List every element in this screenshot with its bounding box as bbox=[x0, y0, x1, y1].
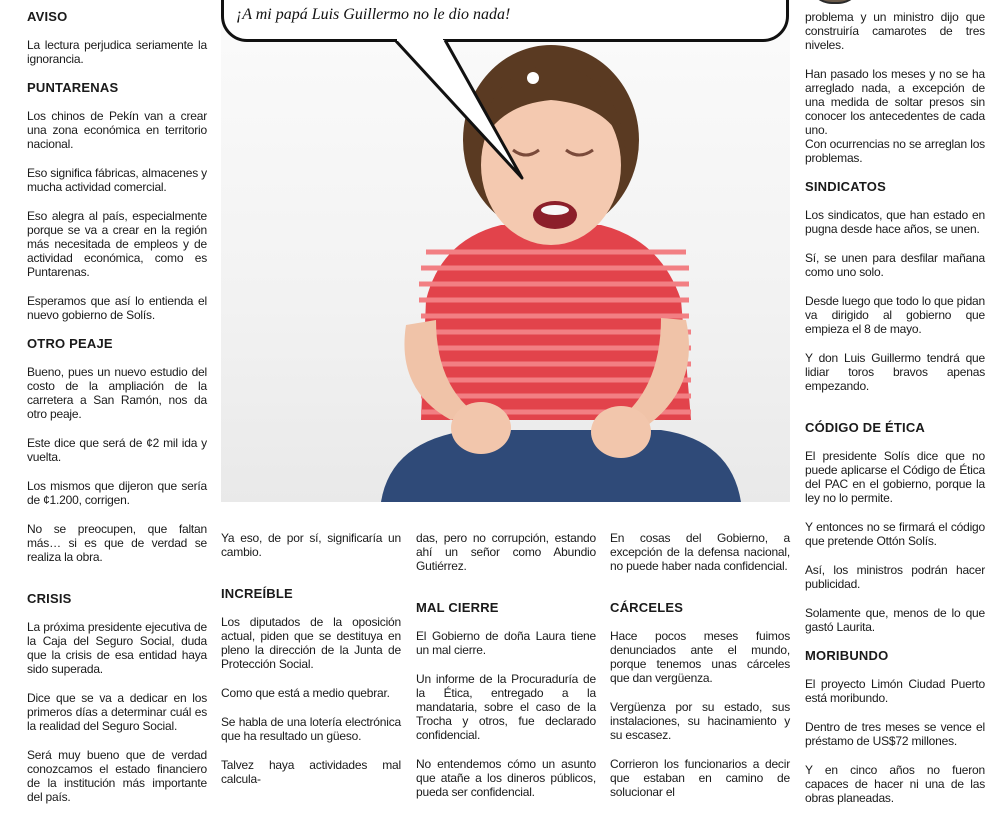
section-title-crisis: CRISIS bbox=[27, 591, 72, 606]
column-3 bbox=[416, 531, 596, 814]
paragraph: Solamente que, menos de lo que gastó Laurita. bbox=[805, 606, 985, 634]
child-illustration bbox=[221, 0, 790, 502]
column-4 bbox=[610, 531, 790, 814]
paragraph: Hace pocos meses fuimos denunciados ante el mundo, porque tenemos unas cárceles que dan vergüenza. bbox=[610, 629, 790, 685]
section-title-sindicatos: SINDICATOS bbox=[805, 179, 886, 194]
paragraph: La próxima presidente ejecutiva de la Caja del Seguro Social, duda que la crisis de esa entidad haya sido superada. bbox=[27, 620, 207, 676]
columnist-thumbnail bbox=[808, 0, 862, 4]
section-title-carceles: CÁRCELES bbox=[610, 600, 684, 615]
paragraph: Vergüenza por su estado, sus instalaciones, su hacinamiento y su escasez. bbox=[610, 700, 790, 742]
section-title-puntarenas: PUNTARENAS bbox=[27, 80, 119, 95]
paragraph: No se preocupen, que faltan más… si es que de verdad se realiza la obra. bbox=[27, 522, 207, 564]
paragraph: problema y un ministro dijo que construiría camarotes de tres niveles. bbox=[805, 10, 985, 52]
paragraph: Desde luego que todo lo que pidan va dirigido al gobierno que empieza el 8 de mayo. bbox=[805, 294, 985, 336]
section-title-otro-peaje: OTRO PEAJE bbox=[27, 336, 113, 351]
paragraph: El proyecto Limón Ciudad Puerto está moribundo. bbox=[805, 677, 985, 705]
speech-bubble-text: ¡A mi papá Luis Guillermo no le dio nada! bbox=[236, 6, 511, 23]
paragraph: Dentro de tres meses se vence el préstamo de US$72 millones. bbox=[805, 720, 985, 748]
paragraph: Talvez haya actividades mal calcula- bbox=[221, 758, 401, 786]
paragraph: Los chinos de Pekín van a crear una zona económica en territorio nacional. bbox=[27, 109, 207, 151]
column-2 bbox=[221, 531, 401, 801]
paragraph: Eso alegra al país, especialmente porque se va a crear en la región más necesitada de empleos y de actividad económica, como es Puntarenas. bbox=[27, 209, 207, 279]
paragraph: Corrieron los funcionarios a decir que estaban en camino de solucionar el bbox=[610, 757, 790, 799]
paragraph: Así, los ministros podrán hacer publicidad. bbox=[805, 563, 985, 591]
paragraph: La lectura perjudica seriamente la ignorancia. bbox=[27, 38, 207, 66]
paragraph: Dice que se va a dedicar en los primeros días a determinar cuál es la realidad del Seguro Social. bbox=[27, 691, 207, 733]
left-column bbox=[27, 10, 207, 819]
paragraph: Y en cinco años no fueron capaces de hacer ni una de las obras planeadas. bbox=[805, 763, 985, 805]
section-title-increible: INCREÍBLE bbox=[221, 586, 293, 601]
paragraph: Sí, se unen para desfilar mañana como uno solo. bbox=[805, 251, 985, 279]
paragraph: Este dice que será de ¢2 mil ida y vuelta. bbox=[27, 436, 207, 464]
paragraph: Será muy bueno que de verdad conozcamos el estado financiero de la institución más importante del país. bbox=[27, 748, 207, 804]
paragraph: Se habla de una lotería electrónica que ha resultado un güeso. bbox=[221, 715, 401, 743]
crying-child-photo bbox=[221, 0, 790, 502]
paragraph: Bueno, pues un nuevo estudio del costo de la ampliación de la carretera a San Ramón, nos da otro peaje. bbox=[27, 365, 207, 421]
paragraph: Eso significa fábricas, almacenes y mucha actividad comercial. bbox=[27, 166, 207, 194]
paragraph: En cosas del Gobierno, a excepción de la defensa nacional, no puede haber nada confidencial. bbox=[610, 531, 790, 573]
right-column bbox=[805, 10, 985, 820]
paragraph: Y entonces no se firmará el código que pretende Ottón Solís. bbox=[805, 520, 985, 548]
paragraph: No entendemos cómo un asunto que atañe a los dineros públicos, pueda ser confidencial. bbox=[416, 757, 596, 799]
paragraph: Como que está a medio quebrar. bbox=[221, 686, 390, 700]
paragraph: Los sindicatos, que han estado en pugna desde hace años, se unen. bbox=[805, 208, 985, 236]
paragraph: Los mismos que dijeron que sería de ¢1.200, corrigen. bbox=[27, 479, 207, 507]
section-title-codigo-de-etica: CÓDIGO DE ÉTICA bbox=[805, 420, 926, 435]
paragraph: Un informe de la Procuraduría de la Ética, entregado a la mandataria, sobre el caso de la Trocha y otros, fue declarado confidencial. bbox=[416, 672, 596, 742]
section-title-moribundo: MORIBUNDO bbox=[805, 648, 889, 663]
section-title-aviso: AVISO bbox=[27, 9, 68, 24]
section-title-mal-cierre: MAL CIERRE bbox=[416, 600, 499, 615]
paragraph: Han pasado los meses y no se ha arreglado nada, a excepción de una medida de soltar presos sin conocer los antecedentes de cada uno. Con ocurrencias no se arreglan los problemas. bbox=[805, 67, 985, 165]
paragraph: Y don Luis Guillermo tendrá que lidiar toros bravos apenas empezando. bbox=[805, 351, 985, 393]
paragraph: das, pero no corrupción, estando ahí un señor como Abundio Gutiérrez. bbox=[416, 531, 596, 573]
paragraph: Los diputados de la oposición actual, piden que se destituya en pleno la dirección de la Junta de Protección Social. bbox=[221, 615, 401, 671]
paragraph: Ya eso, de por sí, significaría un cambio. bbox=[221, 531, 401, 559]
paragraph: El presidente Solís dice que no puede aplicarse el Código de Ética del PAC en el gobierno, porque la ley no lo permite. bbox=[805, 449, 985, 505]
paragraph: Esperamos que así lo entienda el nuevo gobierno de Solís. bbox=[27, 294, 207, 322]
paragraph: El Gobierno de doña Laura tiene un mal cierre. bbox=[416, 629, 596, 657]
